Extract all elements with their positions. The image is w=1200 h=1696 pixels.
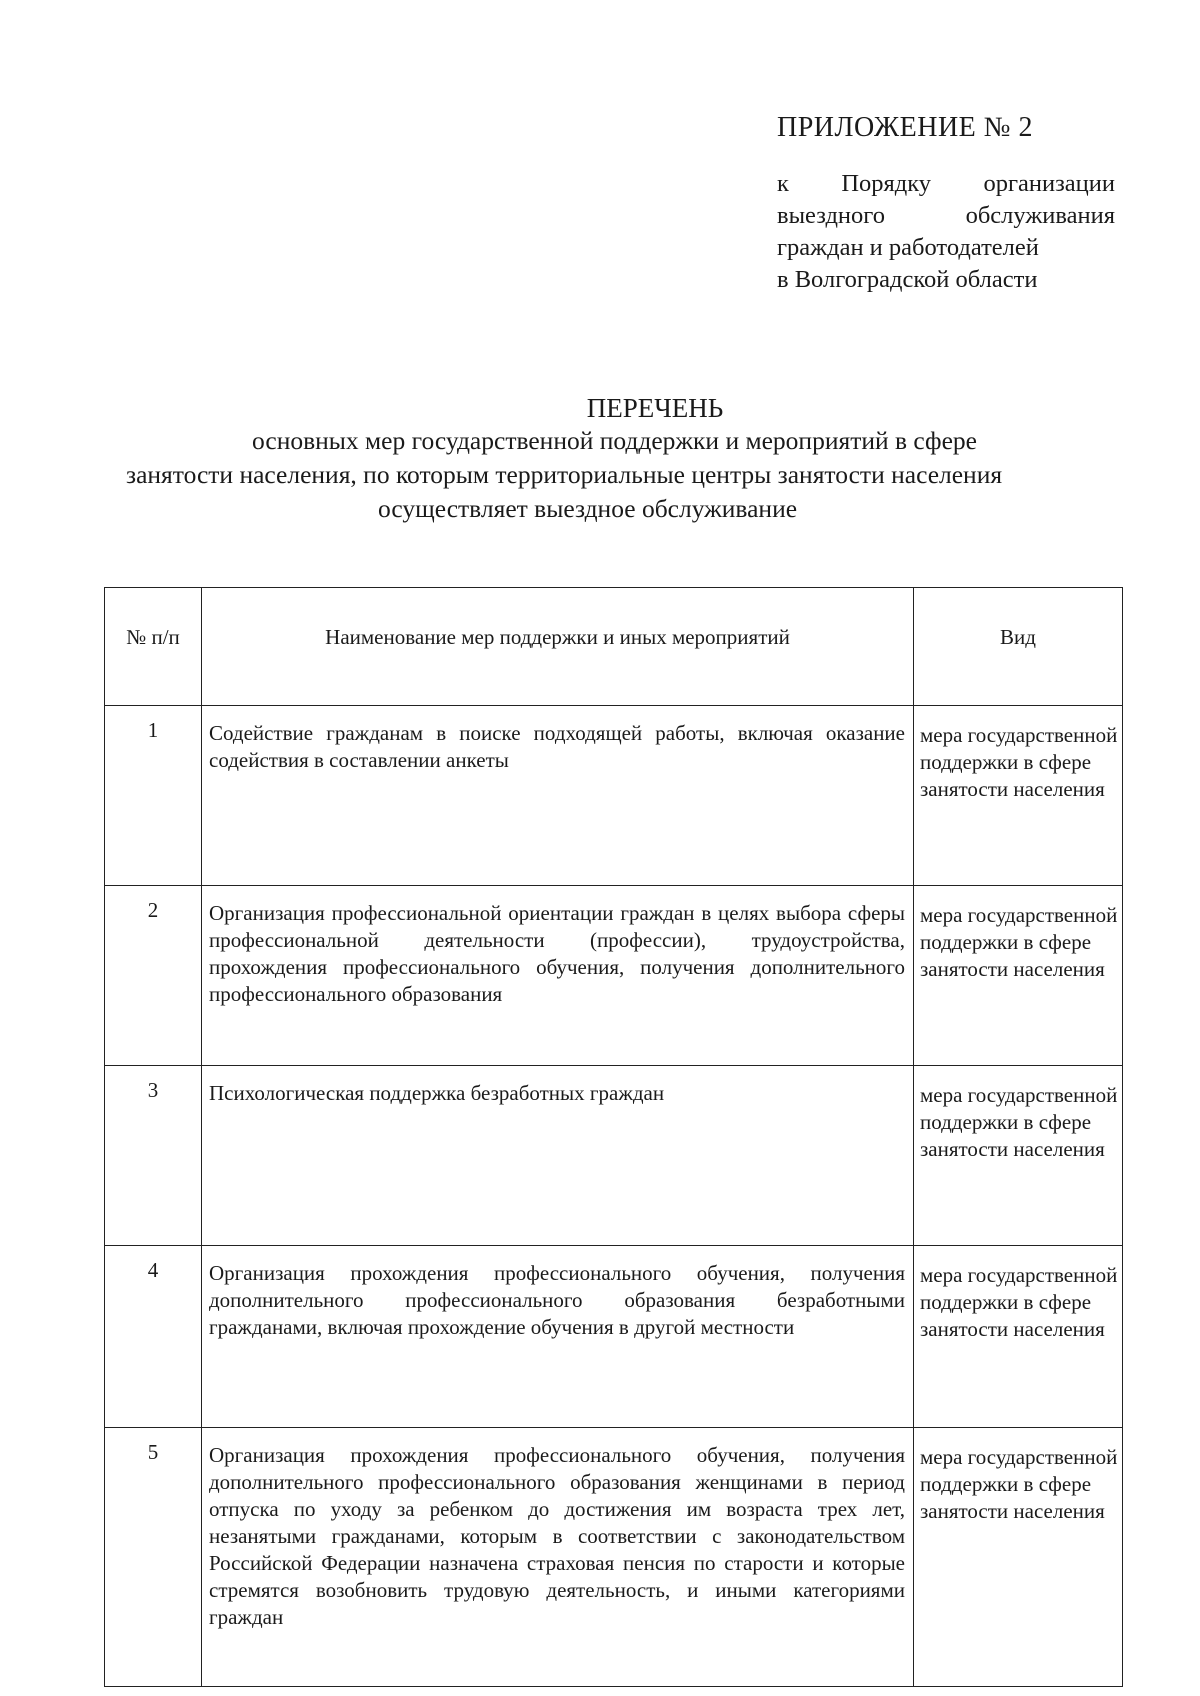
appendix-reference-line: к Порядку организации [777, 170, 1115, 197]
appendix-reference-line: в Волгоградской области [777, 266, 1038, 293]
measure-name: Организация прохождения профессионального обучения, получения дополнительного профессионального образования женщинами в период отпуска по уходу за ребенком до достижения им возраста трех лет, незанятыми гражданами, которым в соответствии с законодательством Российской Федерации назначена страховая пенсия по старости и которые стремятся возобновить трудовую деятельность, и иными категориями граждан [202, 1428, 914, 1687]
document-subtitle-line: основных мер государственной поддержки и мероприятий в сфере [252, 426, 977, 455]
table-row [105, 706, 1123, 886]
row-number: 3 [105, 1066, 202, 1246]
measure-kind-text: мера государственной поддержки в сфере занятости населения [920, 903, 1118, 981]
appendix-reference-line: выездного обслуживания [777, 202, 1115, 229]
measure-name: Организация профессиональной ориентации граждан в целях выбора сферы профессиональной деятельности (профессии), трудоустройства, прохождения профессионального обучения, получения дополнительного профессионального образования [202, 886, 914, 1066]
appendix-reference-line: граждан и работодателей [777, 234, 1039, 261]
document-subtitle-line: занятости населения, по которым территориальные центры занятости населения [126, 460, 1003, 489]
table-header-row [105, 588, 1123, 706]
measure-kind-text: мера государственной поддержки в сфере занятости населения [920, 1445, 1118, 1523]
document-subtitle-line: осуществляет выездное обслуживание [378, 494, 798, 523]
appendix-reference [777, 168, 1115, 296]
measure-name: Содействие гражданам в поиске подходящей работы, включая оказание содействия в составлении анкеты [202, 706, 914, 886]
measure-kind [914, 1428, 1123, 1687]
table-row [105, 1246, 1123, 1428]
measure-kind-text: мера государственной поддержки в сфере занятости населения [920, 1083, 1118, 1161]
table-row [105, 886, 1123, 1066]
measure-kind [914, 1246, 1123, 1428]
column-header-number: № п/п [105, 588, 202, 706]
row-number: 1 [105, 706, 202, 886]
table-row [105, 1428, 1123, 1687]
document-title: ПЕРЕЧЕНЬ [586, 393, 724, 423]
row-number: 5 [105, 1428, 202, 1687]
measure-kind [914, 886, 1123, 1066]
measure-kind-text: мера государственной поддержки в сфере занятости населения [920, 723, 1118, 801]
measure-name: Организация прохождения профессионального обучения, получения дополнительного профессионального образования безработными гражданами, включая прохождение обучения в другой местности [202, 1246, 914, 1428]
row-number: 4 [105, 1246, 202, 1428]
column-header-name: Наименование мер поддержки и иных мероприятий [202, 588, 914, 706]
measures-table [104, 587, 1123, 1687]
column-header-kind: Вид [914, 588, 1123, 706]
measure-kind [914, 1066, 1123, 1246]
appendix-title: ПРИЛОЖЕНИЕ № 2 [777, 112, 1033, 143]
measure-kind-text: мера государственной поддержки в сфере занятости населения [920, 1263, 1118, 1341]
measure-kind [914, 706, 1123, 886]
row-number: 2 [105, 886, 202, 1066]
table-row [105, 1066, 1123, 1246]
measure-name: Психологическая поддержка безработных граждан [202, 1066, 914, 1246]
